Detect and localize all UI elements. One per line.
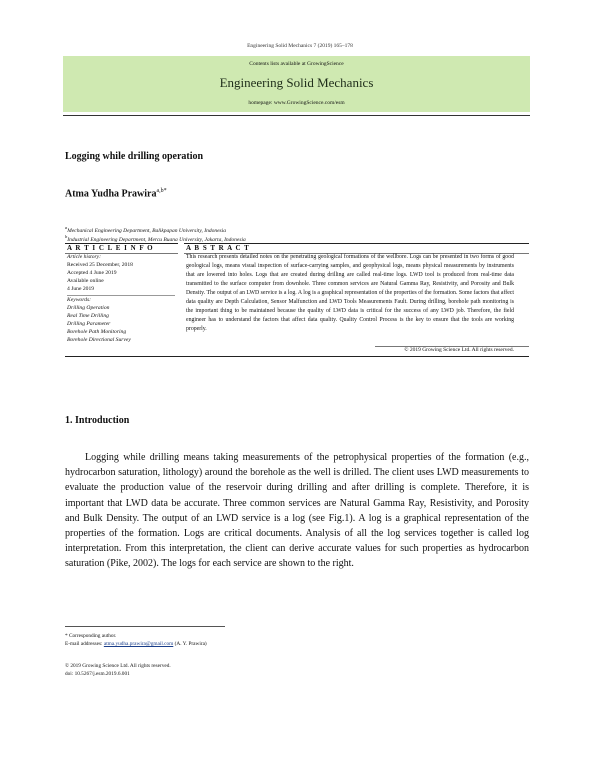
journal-name: Engineering Solid Mechanics (219, 75, 374, 90)
keywords-label: Keywords: (67, 297, 92, 303)
affiliation-text: Industrial Engineering Department, Mercu Buana University, Jakarta, Indonesia (67, 236, 246, 243)
email-label: E-mail addresses: (65, 641, 103, 647)
affiliation-b (65, 234, 246, 243)
introduction-paragraph: Logging while drilling means taking measurements of the petrophysical properties of the formation (e.g., hydrocarbon saturation, lithology) around the borehole as the well is drilled. The client uses LWD measurements to evaluate the production value of the reservoir during drilling and after drilling is complete. Therefore, it is important that LWD data be accurate. Three common services are Natural Gamma Ray, Resistivity, and Porosity and Bulk Density. The output of an LWD service is a log (see Fig.1). A log is a graphical representation of the properties of the formation. Logs are critical documents. Analysis of all the log services together is called log interpretation. From this interpretation, the client can derive accurate values for such properties as hydrocarbon saturation (Pike, 2002). The logs for each service are shown to the right. (65, 452, 529, 570)
author-name: Atma Yudha Prawira (65, 188, 157, 200)
history-available: Available online (67, 277, 104, 284)
banner-divider (63, 115, 530, 116)
journal-banner (63, 56, 530, 112)
email-line (65, 641, 207, 647)
keywords-block (67, 297, 177, 344)
footnote-rule (65, 626, 225, 627)
journal-homepage: homepage: www.GrowingScience.com/esm (248, 100, 345, 106)
affiliation-mark: b (65, 234, 68, 239)
corresponding-note: * Corresponding author. (65, 633, 117, 639)
history-accepted: Accepted 4 June 2019 (67, 269, 117, 276)
keyword-item: Borehole Path Monitoring (67, 328, 127, 335)
running-head: Engineering Solid Mechanics 7 (2019) 165–178 (247, 43, 353, 49)
affiliation-a (65, 225, 226, 234)
article-info-divider (67, 295, 175, 296)
paper-title: Logging while drilling operation (65, 151, 204, 162)
affiliation-text: Mechanical Engineering Department, Balikpapan University, Indonesia (67, 227, 226, 234)
keyword-item: Drilling Parameter (67, 320, 111, 327)
abstract-text: This research presents detailed notes on the penetrating geological formations of the wellbore. Logs can be presented in two forms of good geological logs, means visual inspection of surface-carrying samples, and geophysical logs, means physical measurements by instruments that are lowered into holes. Logs that are created during drilling are called real-time logs. LWD tool is produced from real-time data transmitted to the surface computer from downhole. Three common services are Natural Gamma Ray, Resistivity, and Porosity and Bulk Density. The output of an LWD service is a log. A log is a graphical representation of the properties of the formation. Some factors that affect data quality are Depth Calculation, Sensor Malfunction and LWD Tools Measurements Fault. During drilling, borehole path monitoring is the important thing to be maintained because the quality of LWD data is critical for the success of any LWD job. Therefore, the field engineer has to understand the factors that affect data quality. Quality Control Process is the key to ensure that the tools are working properly. (186, 254, 514, 332)
author-marks: a,b* (156, 188, 167, 194)
footer-copyright: © 2019 Growing Science Ltd. All rights reserved. (65, 663, 171, 669)
article-info-heading: A R T I C L E I N F O (67, 244, 154, 252)
abstract-heading: A B S T R A C T (186, 244, 250, 252)
keyword-item: Drilling Operation (67, 304, 110, 311)
history-received: Received 25 December, 2018 (67, 261, 133, 268)
author-line (65, 188, 167, 199)
abstract-bottom-rule (65, 356, 529, 357)
keyword-item: Borehole Directional Survey (67, 336, 131, 343)
introduction-heading: 1. Introduction (65, 415, 130, 426)
email-link[interactable]: atma.yudha.prawira@gmail.com (103, 641, 174, 647)
abstract-copyright: © 2019 Growing Science Ltd. All rights reserved. (404, 347, 514, 353)
footer-doi: doi: 10.5267/j.esm.2019.6.001 (65, 671, 130, 677)
introduction-body (65, 450, 529, 572)
keyword-item: Real Time Drilling (67, 312, 109, 319)
email-name: (A. Y. Prawira) (174, 641, 207, 647)
banner-contents-line: Contents lists available at GrowingScience (249, 61, 344, 67)
history-online-date: 4 June 2019 (67, 285, 95, 292)
affiliation-mark: a (65, 225, 68, 230)
history-label: Article history: (67, 254, 102, 260)
article-history (67, 254, 177, 294)
